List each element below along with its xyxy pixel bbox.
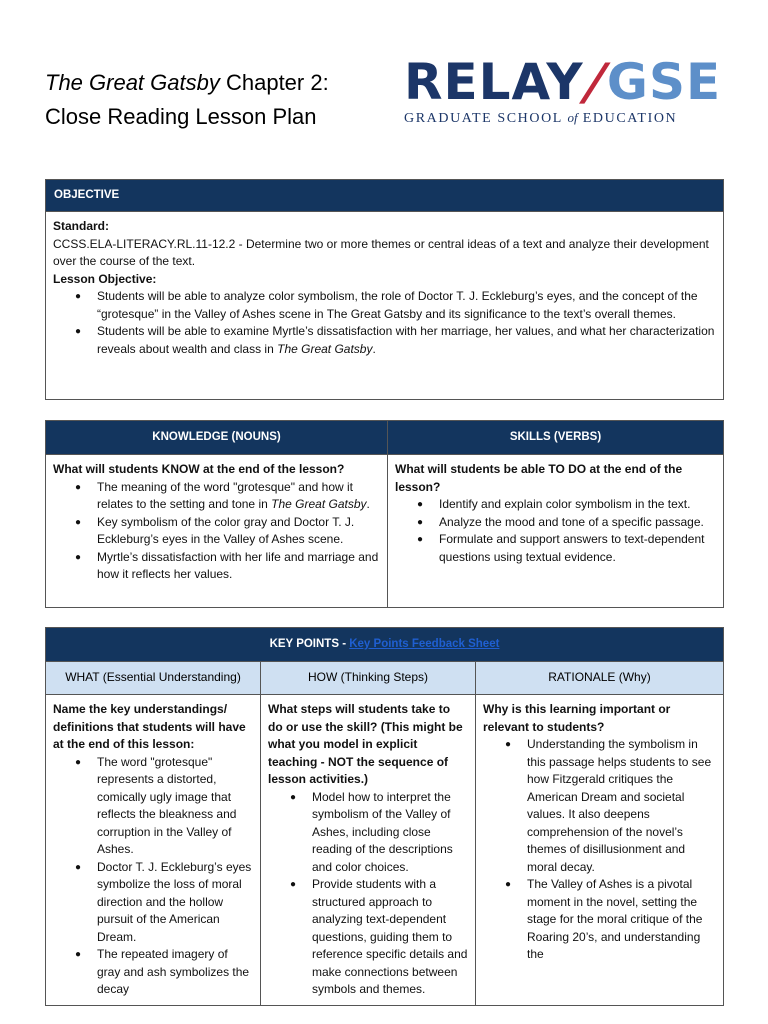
title-chapter: Chapter 2: (219, 70, 329, 95)
knowledge-question: What will students KNOW at the end of the lesson? (53, 462, 345, 476)
key-points-header: KEY POINTS - Key Points Feedback Sheet (46, 628, 724, 662)
list-item: ● Analyze the mood and tone of a specific passage. (439, 514, 716, 532)
standard-label: Standard: (53, 219, 110, 233)
objective-list (53, 288, 716, 358)
list-item: ● Model how to interpret the symbolism of the Valley of Ashes, including close reading of the descriptions and color choices. (312, 789, 468, 877)
column-header-why: RATIONALE (Why) (476, 662, 724, 695)
list-item: ● Identify and explain color symbolism in the text. (439, 496, 716, 514)
logo-slash: / (576, 53, 615, 111)
knowledge-header: KNOWLEDGE (NOUNS) (46, 421, 388, 455)
knowledge-list (53, 479, 380, 584)
list-item: ● The Valley of Ashes is a pivotal moment in the novel, setting the stage for the moral critique of the Roaring 20’s, and understanding the (527, 876, 716, 964)
list-item: ● Understanding the symbolism in this passage helps students to see how Fitzgerald critiques the American Dream and societal values. It also deepens comprehension of the novel’s themes of disillusionment and moral decay. (527, 736, 716, 876)
column-header-what: WHAT (Essential Understanding) (46, 662, 261, 695)
how-prompt: What steps will students take to do or use the skill? (This might be what you model in explicit teaching - NOT the sequence of lesson activities.) (268, 702, 463, 786)
list-item: ● Doctor T. J. Eckleburg’s eyes symbolize the loss of moral direction and the hollow pursuit of the American Dream. (97, 859, 253, 947)
objective-header: OBJECTIVE (46, 180, 724, 212)
why-cell (476, 695, 724, 1006)
skills-question: What will students be able TO DO at the end of the lesson? (395, 462, 683, 494)
list-item: ● Students will be able to examine Myrtle’s dissatisfaction with her marriage, her values, and what her characterization reveals about wealth and class in The Great Gatsby. (97, 323, 716, 358)
title-book: The Great Gatsby (45, 70, 220, 95)
what-prompt: Name the key understandings/ definitions that students will have at the end of this lesson: (53, 702, 246, 751)
how-list (268, 789, 468, 999)
title-subtitle: Close Reading Lesson Plan (45, 104, 317, 129)
list-item: ● The repeated imagery of gray and ash symbolizes the decay (97, 946, 253, 999)
knowledge-skills-table (45, 420, 724, 608)
key-points-table (45, 627, 724, 1006)
how-cell (261, 695, 476, 1006)
logo-gse: GSE (606, 53, 722, 111)
what-cell (46, 695, 261, 1006)
logo-subtitle: GRADUATE SCHOOL of EDUCATION (404, 110, 678, 126)
skills-header: SKILLS (VERBS) (388, 421, 724, 455)
page-title (45, 66, 329, 134)
list-item: ● Myrtle’s dissatisfaction with her life and marriage and how it reflects her values. (97, 549, 380, 584)
why-list (483, 736, 716, 964)
list-item: ● Provide students with a structured approach to analyzing text-dependent questions, guiding them to reference specific details and make connections between symbols and themes. (312, 876, 468, 999)
lesson-objective-label: Lesson Objective: (53, 271, 157, 286)
knowledge-cell (46, 455, 388, 608)
list-item: ● The meaning of the word "grotesque" and how it relates to the setting and tone in The Great Gatsby. (97, 479, 380, 514)
key-points-feedback-link[interactable]: Key Points Feedback Sheet (349, 637, 500, 650)
what-list (53, 754, 253, 999)
objective-body (46, 212, 724, 400)
list-item: ● Formulate and support answers to text-dependent questions using textual evidence. (439, 531, 716, 566)
skills-list (395, 496, 716, 566)
skills-cell (388, 455, 724, 608)
why-prompt: Why is this learning important or relevant to students? (483, 702, 671, 734)
column-header-how: HOW (Thinking Steps) (261, 662, 476, 695)
relay-gse-logo (404, 53, 722, 130)
objective-table (45, 179, 724, 400)
list-item: ● Key symbolism of the color gray and Doctor T. J. Eckleburg’s eyes in the Valley of Ashes scene. (97, 514, 380, 549)
list-item: ● Students will be able to analyze color symbolism, the role of Doctor T. J. Eckleburg’s eyes, and the concept of the “grotesque” in the Valley of Ashes scene in The Great Gatsby and its significance to the text’s overall themes. (97, 288, 716, 323)
logo-relay: RELAY (404, 53, 584, 111)
standard-text: CCSS.ELA-LITERACY.RL.11-12.2 - Determine two or more themes or central ideas of a text and analyze their development over the course of the text. (53, 236, 709, 268)
list-item: ● The word "grotesque" represents a distorted, comically ugly image that reflects the bleakness and corruption in the Valley of Ashes. (97, 754, 253, 859)
